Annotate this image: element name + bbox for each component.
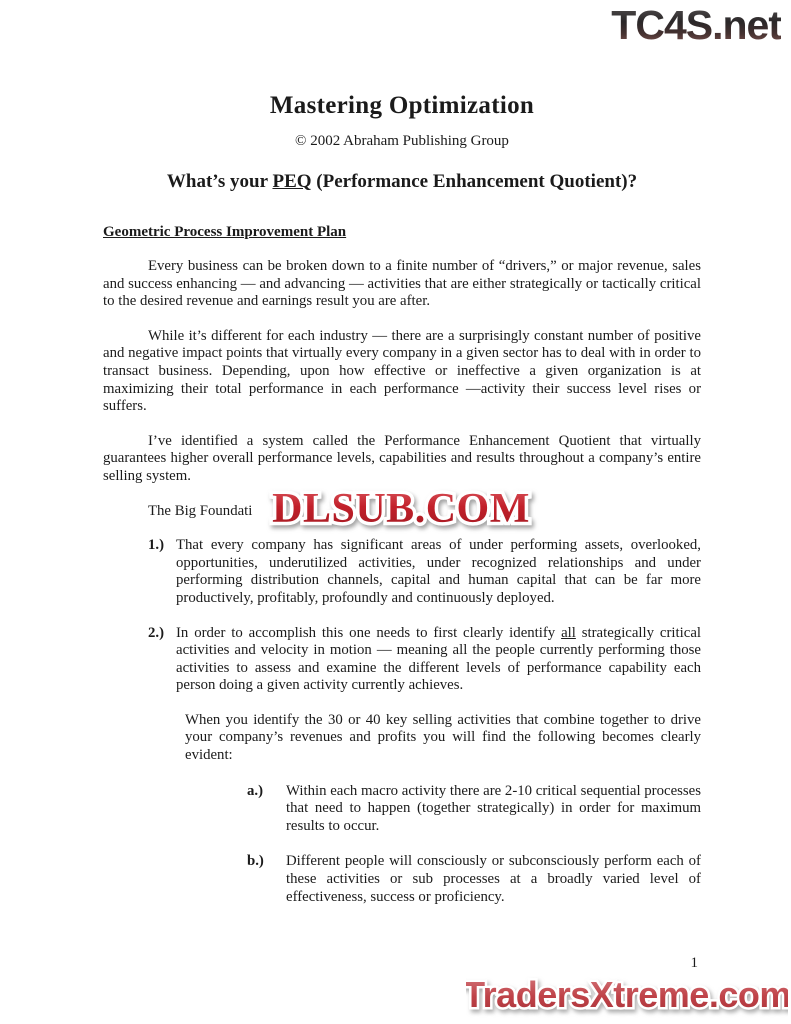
item-marker-2: 2.) (148, 624, 165, 641)
peq-heading-underlined: PEQ (272, 171, 312, 192)
section-heading: Geometric Process Improvement Plan (103, 224, 347, 240)
paragraph-drivers: Every business can be broken down to a finite number of “drivers,” or major revenue, sales and success enhancing — and advancing — activities that are either strategically or tactically critical to the desired revenue and earnings result you are after. (103, 258, 701, 310)
site-logo-top: TC4S.net (611, 2, 781, 48)
peq-heading (103, 171, 701, 193)
item-text-2-pre: In order to accomplish this one needs to first clearly identify (176, 624, 562, 641)
watermark-graphic (248, 480, 554, 538)
paragraph-peq-system: I’ve identified a system called the Performance Enhancement Quotient that virtually guarantees higher overall performance levels, capabilities and results throughout a company’s entire selling system. (103, 432, 701, 484)
item-text-b: Different people will consciously or subconsciously perform each of these activities or sub processes at a broadly varied level of effectiveness, success or proficiency. (286, 853, 701, 905)
document-title: Mastering Optimization (269, 92, 535, 119)
item-marker-b: b.) (247, 853, 264, 870)
peq-heading-post: (Performance Enhancement Quotient)? (311, 171, 638, 192)
watermark-stamp (248, 480, 554, 543)
document-content (103, 0, 701, 906)
numbered-item-1 (148, 537, 701, 607)
copyright-line: © 2002 Abraham Publishing Group (295, 133, 509, 149)
item-marker-a: a.) (247, 782, 264, 799)
lettered-item-a (247, 783, 701, 836)
numbered-item-2 (148, 625, 701, 695)
footer-logo-graphic (466, 970, 788, 1022)
site-logo-bottom (466, 970, 788, 1024)
watermark-text: DLSUB.COM (272, 486, 530, 532)
peq-heading-pre: What’s your (166, 171, 273, 192)
item-text-2-underlined: all (561, 624, 576, 641)
footer-logo-text: TradersXtreme.com (466, 974, 788, 1015)
paragraph-industry: While it’s different for each industry — there are a surprisingly constant number of positive and negative impact points that virtually every company in a given sector has to deal with in order to transact business. Depending, upon how effective or ineffective a given organization is at maximizing their total performance in each performance —activity their success level rises or suffers. (103, 327, 701, 415)
item-text-a: Within each macro activity there are 2-10 critical sequential processes that need to happen (together strategically) in order for maximum results to occur. (286, 782, 701, 834)
item-text-2-post: strategically critical activities and velocity in motion — meaning all the people currently performing those activities to assess and examine the different levels of performance capability each person doing a given activity currently achieves. (176, 624, 701, 694)
lettered-item-b (247, 853, 701, 906)
paragraph-when-you-identify: When you identify the 30 or 40 key selling activities that combine together to drive your company’s revenues and profits you will find the following becomes clearly evident: (185, 711, 701, 764)
item-text-1: That every company has significant areas of under performing assets, overlooked, opportunities, underutilized activities, under recognized relationships and under performing distribution channels, capital and human capital that can be far more productively, profitably, profoundly and continuously deployed. (176, 537, 701, 606)
item-text-2 (176, 625, 701, 695)
foundation-line: The Big Foundati (148, 502, 253, 519)
item-marker-1: 1.) (148, 537, 165, 554)
page-number: 1 (690, 955, 698, 971)
